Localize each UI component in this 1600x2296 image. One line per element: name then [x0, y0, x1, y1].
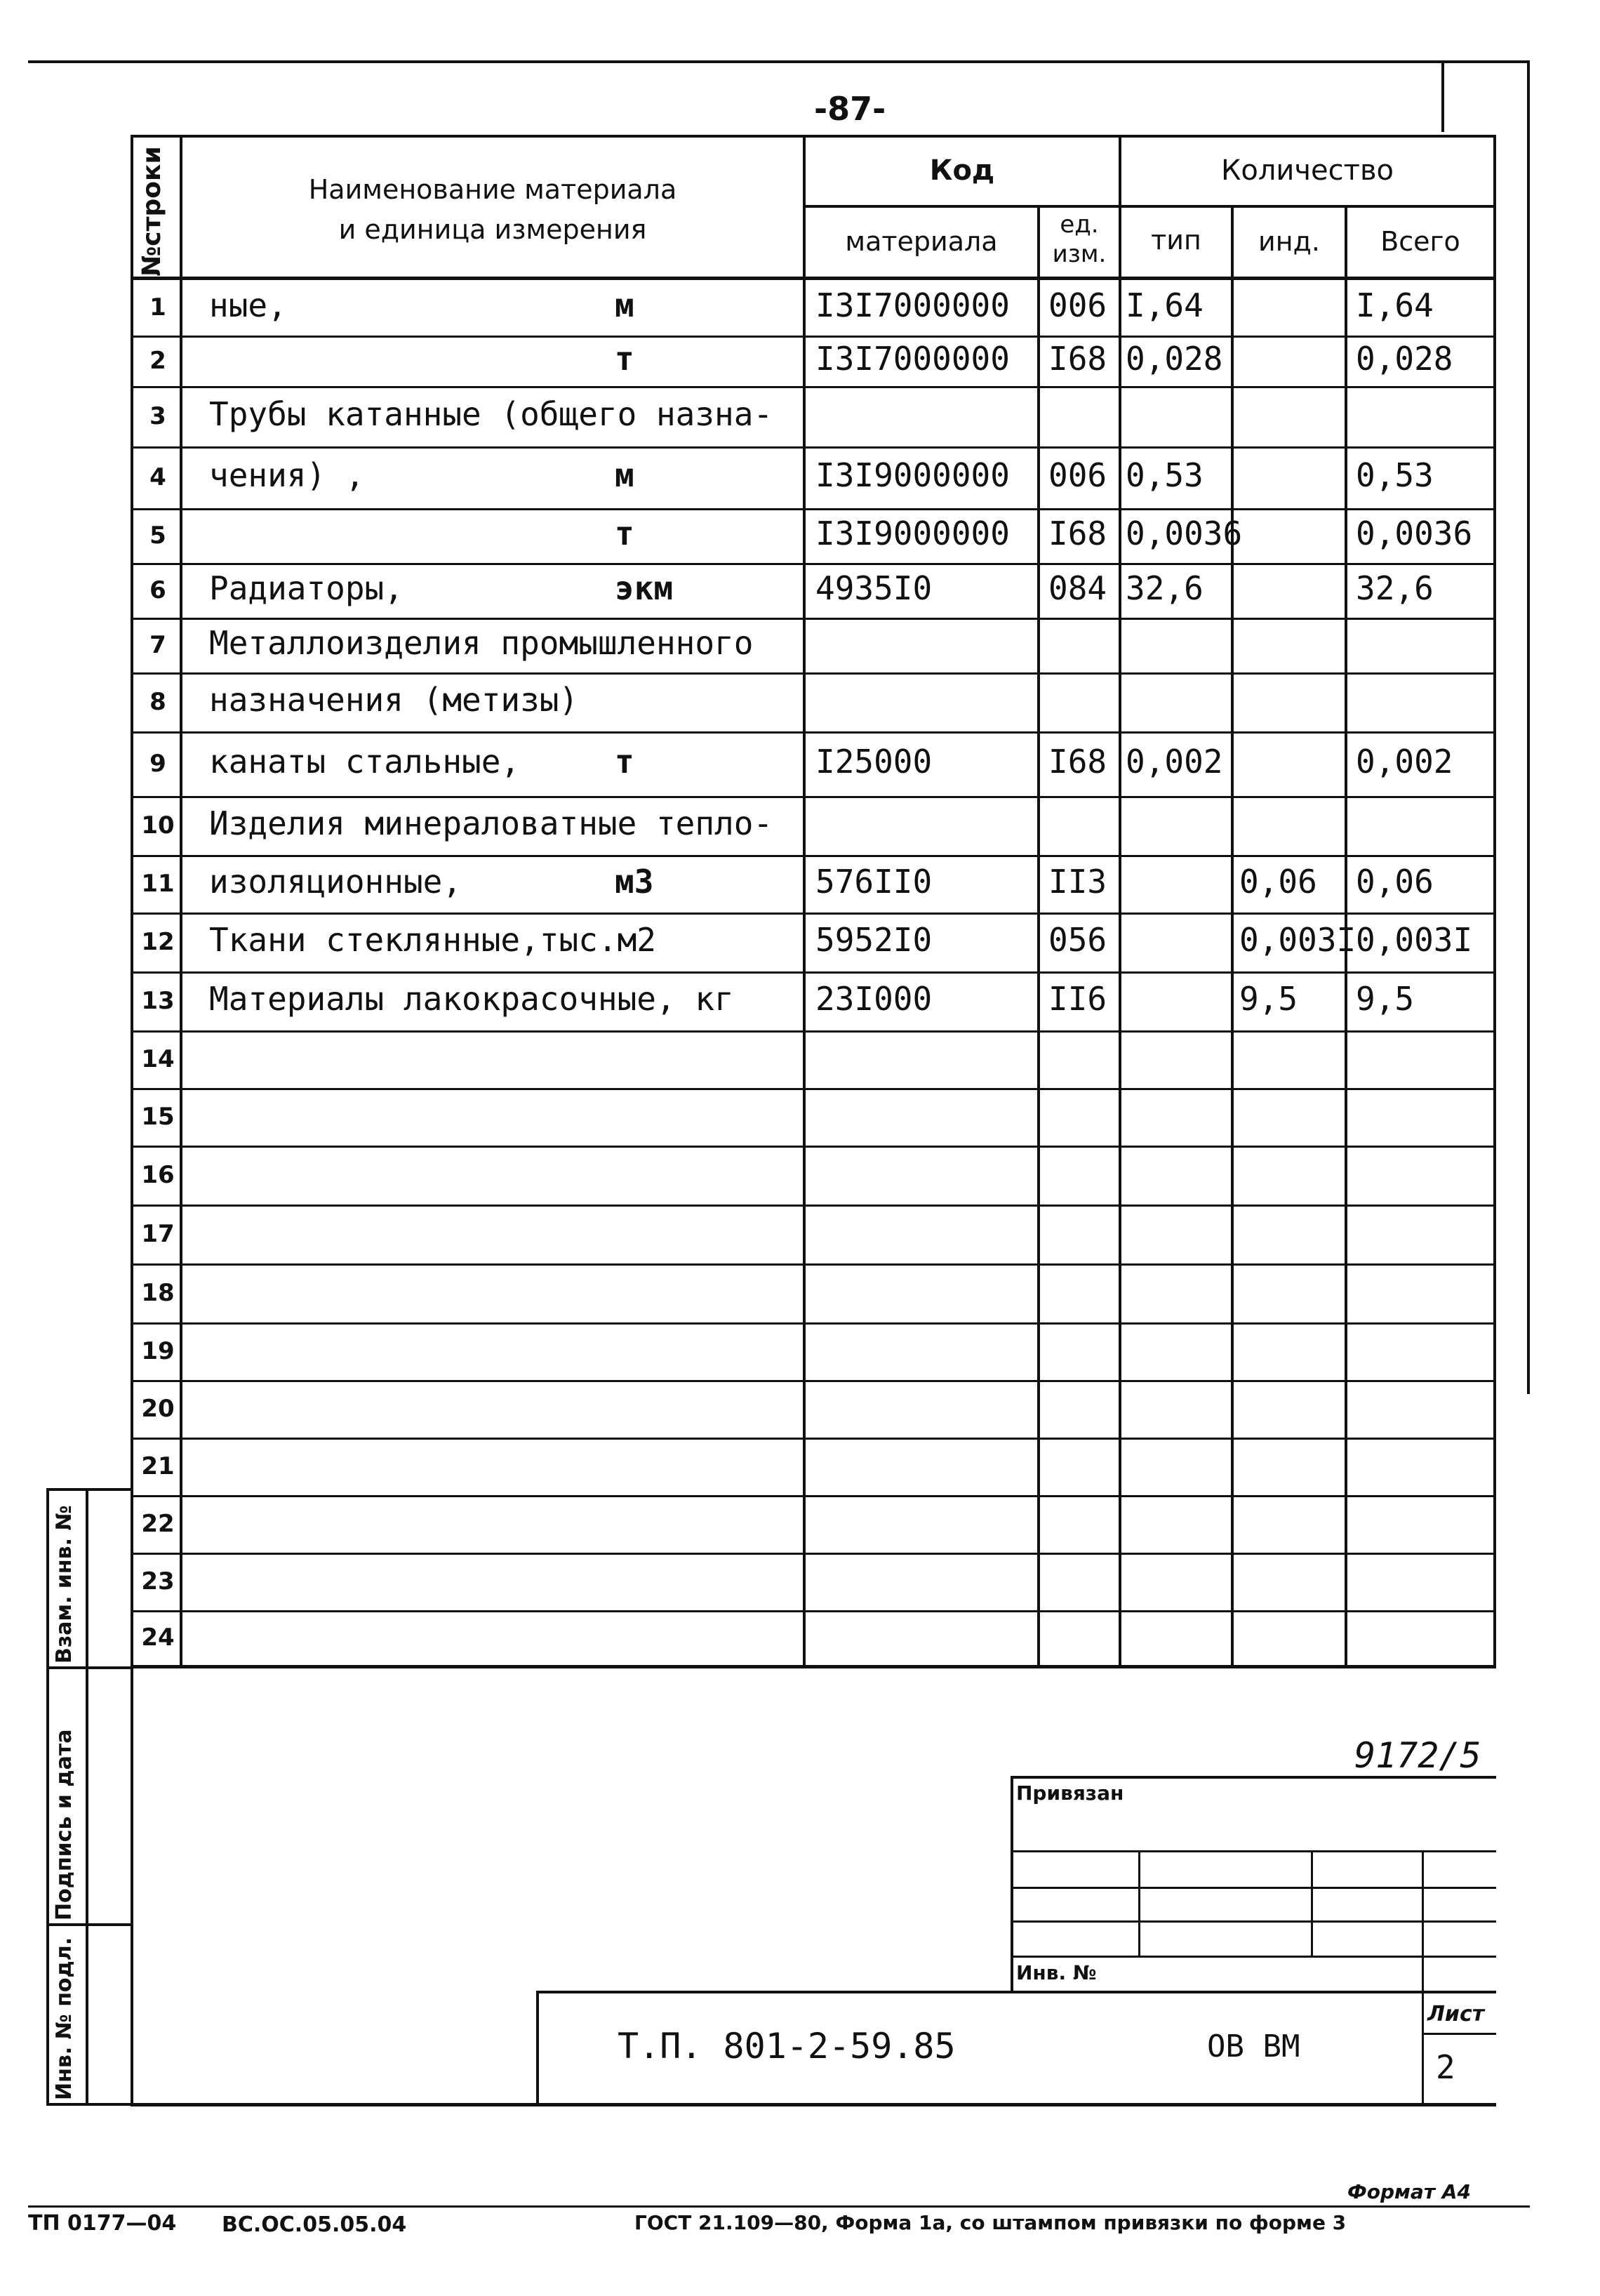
top-right-corner-line: [1441, 60, 1444, 132]
row-number: 10: [141, 811, 175, 840]
cell-ucode: I68: [1048, 515, 1107, 552]
cell-unit: экм: [615, 569, 674, 607]
qty-total-header: Всего: [1380, 226, 1460, 257]
grid-code-sep: [1037, 205, 1040, 1668]
cell-name: Материалы лакокрасочные, кг: [209, 980, 734, 1018]
privyazan-label: Привязан: [1016, 1781, 1124, 1805]
footer-line: [28, 2205, 1530, 2208]
row-separator: [131, 336, 1496, 338]
qty-type-header: тип: [1151, 225, 1201, 256]
grid-header-top: [131, 135, 1496, 138]
set-code: ОВ ВМ: [1207, 2029, 1300, 2064]
code-unit-header-line2: изм.: [1052, 240, 1107, 268]
binding-inv-label: Инв. №: [1016, 1961, 1097, 1984]
cell-ucode: I68: [1048, 743, 1107, 781]
row-separator: [131, 1088, 1496, 1090]
row-separator: [131, 913, 1496, 915]
cell-total: I,64: [1356, 286, 1434, 324]
row-separator: [131, 386, 1496, 388]
page-number: -87-: [814, 90, 886, 128]
cell-ucode: II6: [1048, 980, 1107, 1018]
row-number: 21: [141, 1452, 175, 1480]
row-separator: [131, 563, 1496, 565]
top-border-line: [28, 60, 1530, 63]
side-stamp-bottom: [46, 2103, 133, 2106]
row-separator: [131, 971, 1496, 974]
cell-total: 0,0036: [1356, 515, 1473, 552]
grid-type-sep: [1231, 205, 1234, 1668]
binding-v3: [1422, 1850, 1424, 1992]
cell-total: 9,5: [1356, 980, 1415, 1018]
right-frame-line: [1527, 60, 1530, 1394]
row-separator: [131, 1322, 1496, 1325]
row-number: 15: [141, 1103, 175, 1131]
cell-name: Ткани стеклянные,тыс.м2: [209, 921, 656, 959]
cell-unit: т: [615, 743, 634, 781]
row-separator: [131, 1610, 1496, 1612]
row-separator: [131, 1263, 1496, 1266]
row-separator: [131, 1438, 1496, 1440]
name-header-line1: Наименование материала: [308, 174, 677, 205]
cell-name: чения) ,: [209, 456, 365, 494]
row-separator: [131, 1495, 1496, 1497]
title-sheet-h: [1422, 2033, 1496, 2035]
row-number: 20: [141, 1395, 175, 1423]
row-separator: [131, 1146, 1496, 1148]
row-number: 5: [149, 522, 166, 550]
cell-unit: м: [615, 286, 634, 324]
sheet-number: 2: [1436, 2048, 1455, 2086]
cell-code: I25000: [815, 743, 933, 781]
title-top: [536, 1991, 1496, 1993]
drawing-number: 9172/5: [1354, 1735, 1481, 1776]
cell-type: 0,002: [1126, 743, 1223, 781]
row-separator: [131, 731, 1496, 734]
cell-type: 0,53: [1126, 456, 1204, 494]
cell-ind: 0,06: [1239, 863, 1317, 901]
row-number: 8: [149, 688, 166, 716]
cell-unit: м3: [615, 863, 654, 901]
cell-code: I3I7000000: [815, 286, 1010, 324]
code-header: Код: [929, 154, 995, 187]
side-stamp-top: [46, 1488, 133, 1491]
footer-left-code2: ВС.ОС.05.05.04: [222, 2212, 407, 2237]
binding-v1: [1138, 1850, 1140, 1957]
cell-ind: 9,5: [1239, 980, 1298, 1018]
quantity-header: Количество: [1220, 154, 1394, 187]
grid-table-bottom: [131, 1665, 1496, 1668]
row-number: 17: [141, 1220, 175, 1248]
row-number: 23: [141, 1567, 175, 1595]
grid-header-mid: [803, 205, 1496, 208]
footer-left-code: ТП 0177—04: [28, 2211, 177, 2236]
code-unit-header-line1: ед.: [1060, 211, 1099, 239]
row-number: 7: [149, 631, 166, 659]
cell-name: Радиаторы,: [209, 569, 404, 607]
cell-ucode: 056: [1048, 921, 1107, 959]
row-separator: [131, 1030, 1496, 1033]
cell-total: 0,06: [1356, 863, 1434, 901]
cell-code: 576II0: [815, 863, 933, 901]
cell-ucode: 006: [1048, 456, 1107, 494]
cell-type: 0,0036: [1126, 515, 1243, 552]
cell-code: I3I9000000: [815, 515, 1010, 552]
row-number: 4: [149, 463, 166, 491]
cell-total: 0,028: [1356, 340, 1453, 378]
row-separator: [131, 855, 1496, 857]
cell-total: 32,6: [1356, 569, 1434, 607]
cell-ucode: 084: [1048, 569, 1107, 607]
row-number: 18: [141, 1279, 175, 1307]
row-number-header: №строки: [138, 146, 166, 277]
footer-format: Формат А4: [1347, 2180, 1471, 2203]
code-material-header: материала: [845, 226, 998, 257]
row-number: 1: [149, 293, 166, 321]
cell-code: 5952I0: [815, 921, 933, 959]
grid-header-bottom: [131, 277, 1496, 280]
cell-code: 4935I0: [815, 569, 933, 607]
row-separator: [131, 1205, 1496, 1207]
cell-name: ные,: [209, 286, 287, 324]
side-stamp-div2: [46, 1923, 133, 1926]
podpis-data-label: Подпись и дата: [52, 1729, 76, 1920]
row-separator: [131, 672, 1496, 675]
cell-ind: 0,003I: [1239, 921, 1356, 959]
row-number: 12: [141, 928, 175, 956]
cell-name: Трубы катанные (общего назна-: [209, 395, 773, 433]
row-number: 2: [149, 347, 166, 375]
binding-top: [1011, 1776, 1496, 1779]
inv-podl-label: Инв. № подл.: [52, 1937, 76, 2100]
row-separator: [131, 446, 1496, 449]
row-number: 22: [141, 1510, 175, 1538]
row-number: 24: [141, 1624, 175, 1652]
binding-left: [1011, 1776, 1013, 1992]
sheet-label: Лист: [1427, 2002, 1485, 2026]
cell-type: I,64: [1126, 286, 1204, 324]
row-separator: [131, 1553, 1496, 1555]
binding-v2: [1311, 1850, 1313, 1957]
cell-type: 0,028: [1126, 340, 1223, 378]
cell-total: 0,53: [1356, 456, 1434, 494]
cell-name: Изделия минераловатные тепло-: [209, 804, 773, 842]
cell-ucode: I68: [1048, 340, 1107, 378]
designation: Т.П. 801-2-59.85: [618, 2026, 956, 2066]
cell-unit: т: [615, 340, 634, 378]
row-number: 16: [141, 1161, 175, 1189]
cell-total: 0,002: [1356, 743, 1453, 781]
cell-name: Металлоизделия промышленного: [209, 624, 754, 662]
row-number: 14: [141, 1045, 175, 1073]
title-sheet-sep: [1422, 1991, 1424, 2106]
vzam-inv-label: Взам. инв. №: [52, 1505, 76, 1664]
cell-unit: м: [615, 456, 634, 494]
row-separator: [131, 796, 1496, 798]
cell-unit: т: [615, 515, 634, 552]
row-number: 19: [141, 1337, 175, 1365]
title-bottom: [131, 2103, 1496, 2106]
row-number: 3: [149, 402, 166, 430]
row-number: 11: [141, 870, 175, 898]
side-stamp-outer-left: [46, 1488, 49, 2106]
cell-type: 32,6: [1126, 569, 1204, 607]
cell-code: I3I9000000: [815, 456, 1010, 494]
name-header-line2: и единица измерения: [338, 214, 647, 245]
side-stamp-div1: [46, 1666, 133, 1669]
cell-name: канаты стальные,: [209, 743, 521, 781]
row-number: 6: [149, 576, 166, 604]
cell-name: назначения (метизы): [209, 681, 579, 719]
row-separator: [131, 618, 1496, 620]
cell-ucode: 006: [1048, 286, 1107, 324]
row-number: 13: [141, 987, 175, 1015]
side-stamp-inner-sep: [86, 1488, 88, 2106]
cell-code: I3I7000000: [815, 340, 1010, 378]
cell-ucode: II3: [1048, 863, 1107, 901]
qty-ind-header: инд.: [1258, 226, 1320, 257]
title-left: [536, 1991, 539, 2106]
cell-name: изоляционные,: [209, 863, 462, 901]
cell-total: 0,003I: [1356, 921, 1473, 959]
row-separator: [131, 508, 1496, 510]
cell-code: 23I000: [815, 980, 933, 1018]
row-separator: [131, 1380, 1496, 1382]
row-number: 9: [149, 750, 166, 778]
footer-gost: ГОСТ 21.109—80, Форма 1а, со штампом привязки по форме 3: [634, 2211, 1347, 2234]
